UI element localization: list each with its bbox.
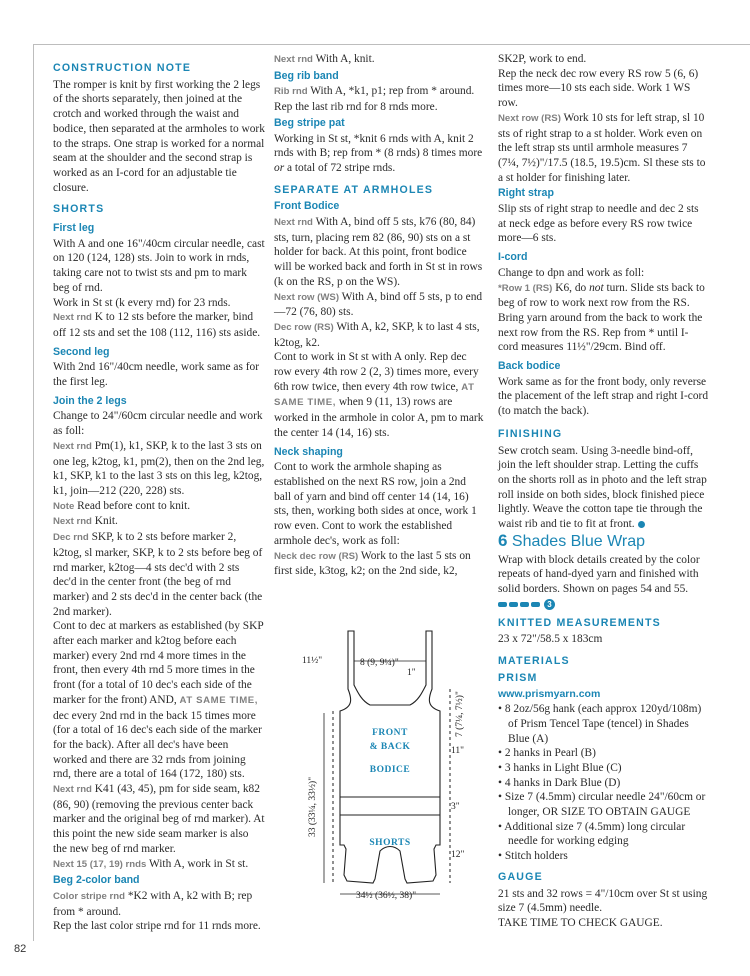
label: *Row 1 (RS) (498, 282, 553, 294)
label: Next rnd (274, 54, 313, 65)
strap-width-label: 11½" (302, 656, 323, 666)
right-strap-p1: Slip sts of right strap to needle and dec 2 sts at neck edge as before every RS row twice more—6 sts. (498, 203, 699, 245)
text: Sew crotch seam. Using 3-needle bind-off, join the left shoulder strap. Letting the cuffs on the shorts roll as in photo and the left strap roll inside on both sides, block finished piece lightly. Weave the cotton tape tie through the waist rib and tie to fit at front. (498, 444, 707, 531)
text: 8 2oz/56g hank (each approx 120yd/108m) of Prism Tencel Tape (tencel) in Shades Blue (A) (504, 703, 702, 745)
armhole-depth-label: 7 (7¼, 7½)" (455, 691, 465, 737)
first-leg-p3 (53, 310, 265, 340)
text: SKP, k to 2 sts before marker 2, k2tog, sl marker, SKP, k to 2 sts before beg of rnd marker, k2tog—4 sts dec'd with 2 sts dec'd in the center front (the beg of rnd marker) and 2 sts dec'd in the center back (the 2nd marker). (53, 531, 263, 618)
text: Stitch holders (504, 850, 568, 863)
text: Additional size 7 (4.5mm) long circular needle for working edging (504, 820, 686, 848)
skill-level-number: 3 (544, 599, 555, 610)
text: K41 (43, 45), pm for side seam, k82 (86, 90) (removing the previous center back marker and the original beg of rnd marker). At this point the new side seam marker is also the new beg of rnd marker. (53, 783, 265, 855)
join-heading: Join the 2 legs (53, 394, 127, 407)
c3-p0: SK2P, work to end. (498, 53, 587, 65)
emph: not (589, 281, 604, 294)
label: Next rnd (53, 516, 92, 528)
finishing-heading: FINISHING (498, 427, 563, 440)
text: K to 12 sts before the marker, bind off 12 sts and set the 108 (112, 116) sts aside. (53, 311, 261, 339)
width-label: 34½ (36½, 38)" (356, 891, 417, 901)
label: Next rnd (53, 440, 92, 452)
first-leg-p2: Work in St st (k every rnd) for 23 rnds. (53, 296, 231, 309)
material-item: • 3 hanks in Light Blue (C) (498, 761, 622, 774)
two-color-p2: Rep the last color stripe rnd for 11 rnds more. (53, 920, 261, 933)
column-1 (53, 61, 265, 934)
waist-band-label: 3" (451, 802, 460, 812)
join-p5 (53, 530, 265, 619)
skill-segment (498, 602, 507, 607)
text: Knit. (91, 515, 118, 528)
label: Dec rnd (53, 532, 89, 544)
c3-p2 (498, 111, 708, 186)
page-number: 82 (14, 943, 27, 955)
finishing-p1 (498, 444, 708, 532)
label: AT SAME TIME, (179, 694, 259, 706)
skill-level-icon (498, 599, 708, 610)
text: a total of 72 stripe rnds. (284, 161, 396, 174)
text: Size 7 (4.5mm) circular needle 24"/60cm or longer, OR SIZE TO OBTAIN GAUGE (504, 791, 706, 819)
text: With A, knit. (312, 53, 375, 65)
join-p8 (53, 857, 265, 873)
join-p2 (53, 439, 265, 499)
romper-schematic (300, 627, 480, 902)
skill-segment (531, 602, 540, 607)
brand-url[interactable]: www.prismyarn.com (498, 688, 601, 701)
text: With A, *k1, p1; rep from * around. Rep the last rib rnd for 8 rnds more. (274, 85, 475, 114)
construction-note-heading: CONSTRUCTION NOTE (53, 62, 192, 74)
text: With A, work in St st. (146, 857, 249, 870)
text: 3 hanks in Light Blue (C) (504, 761, 622, 774)
text: Cont to work in St st with A only. Rep dec row every 4th row 2 (2, 3) times more, every 6th row twice, then every 4th row twice, (274, 351, 479, 393)
join-p3 (53, 499, 265, 515)
two-color-heading: Beg 2-color band (53, 874, 140, 887)
text: K6, do (552, 281, 590, 294)
material-item: • Additional size 7 (4.5mm) long circular needle for working edging (498, 820, 686, 848)
material-item: • 4 hanks in Dark Blue (D) (498, 776, 621, 789)
text: Work to the last 5 sts on first side, k3tog, k2; on the 2nd side, k2, (274, 549, 471, 578)
text: Pm(1), k1, SKP, k to the last 3 sts on one leg, k2tog, k1, pm(2), then on the 2nd leg, k1, SKP, k1 to the last 3 sts on this leg, k2tog, k1, join—212 (220, 228) sts. (53, 439, 265, 497)
right-strap-heading: Right strap (498, 187, 554, 200)
text: dec every 2nd rnd in the back 15 times more (for a total of 16 dec's each side of the marker for the back). After all dec's have been worked and there are 32 rnds from joining rnd, there are a total of 164 (172, 180) sts. (53, 709, 262, 781)
next-rnd-p0 (274, 52, 485, 68)
icord-p2 (498, 281, 708, 356)
two-color-p1 (53, 889, 265, 919)
label: Next rnd (53, 784, 92, 796)
neck-p1: Cont to work the armhole shaping as established on the next RS row, join a 2nd ball of yarn and bind off center 14 (14, 16) sts, then, working both sides at once, work 1 row even. Cont to work the established armhole dec's, work as foll: (274, 461, 477, 547)
rib-heading: Beg rib band (274, 69, 339, 82)
label: Dec row (RS) (274, 321, 334, 333)
wrap-title (498, 530, 708, 550)
label: Next row (RS) (498, 112, 561, 124)
label: Rib rnd (274, 86, 308, 98)
front-p1 (274, 215, 485, 290)
text: With A, bind off 5 sts, p to end—72 (76, 80) sts. (274, 290, 483, 319)
back-bodice-heading: Back bodice (498, 360, 561, 373)
end-dot-icon (638, 521, 645, 528)
column-2 (274, 52, 485, 579)
separate-heading: SEPARATE AT ARMHOLES (274, 183, 434, 196)
neck-heading: Neck shaping (274, 445, 343, 458)
label: Next 15 (17, 19) rnds (53, 858, 147, 870)
material-item: • 8 2oz/56g hank (each approx 120yd/108m) of Prism Tencel Tape (tencel) in Shades Blue (A) (498, 703, 702, 745)
front-back-label-1: FRONT (372, 728, 408, 738)
stripe-p1 (274, 132, 485, 176)
total-length-label: 33 (33¼, 33½)" (308, 776, 318, 837)
front-bodice-heading: Front Bodice (274, 200, 340, 213)
join-p7 (53, 782, 265, 857)
skill-segment (520, 602, 529, 607)
neck-p2 (274, 549, 485, 579)
brand-name: PRISM (498, 671, 538, 684)
text: Cont to dec at markers as established (by SKP after each marker and k2tog before each marker) every 2nd rnd 4 more times in the front, then every 4th rnd 5 more times in the front (for a total of 10 dec's each side of the marker for the front) AND, (53, 620, 264, 706)
back-bodice-p1: Work same as for the front body, only reverse the placement of the left strap and right I-cord (to match the back). (498, 375, 709, 418)
label: Neck dec row (RS) (274, 550, 359, 562)
text: when 9 (11, 13) rows are worked in the armhole in color A, pm to mark the center 14 (14, 16) sts. (274, 396, 484, 439)
construction-note-text: The romper is knit by first working the 2 legs of the shorts separately, then joined at the crotch and worked through the waist and bodice, then separated at the armholes to work to the straps. One strap is worked for a normal seam at the shoulder and the second strap is worked as an I-cord for an adjustable tie closure. (53, 78, 265, 194)
icord-heading: I-cord (498, 251, 528, 264)
materials-heading: MATERIALS (498, 655, 570, 668)
text: 2 hanks in Pearl (B) (504, 747, 596, 760)
join-p1: Change to 24"/60cm circular needle and work as foll: (53, 410, 263, 438)
second-leg-p1: With 2nd 16"/40cm needle, work same as for the first leg. (53, 361, 260, 389)
front-p2 (274, 290, 485, 320)
column-3 (498, 52, 708, 931)
front-back-label-2: & BACK (369, 742, 411, 752)
wrap-title-text: Shades Blue Wrap (511, 532, 646, 550)
text: Work 10 sts for left strap, sl 10 sts of right strap to a st holder. Work even on the left strap sts until armhole measures 7 (7¼, 7½)"/17.5 (18.5, 19.5)cm. Sl these sts to a st holder for finishing later. (498, 111, 706, 184)
shorts-label: SHORTS (369, 838, 411, 848)
shorts-length-label: 12" (451, 850, 465, 860)
gauge-p1: 21 sts and 32 rows = 4"/10cm over St st using size 7 (4.5mm) needle. (498, 887, 708, 915)
material-item: • 2 hanks in Pearl (B) (498, 747, 596, 760)
icord-p1: Change to dpn and work as foll: (498, 266, 645, 279)
first-leg-heading: First leg (53, 222, 95, 235)
join-p4 (53, 514, 265, 530)
material-item: • Stitch holders (498, 850, 568, 863)
gauge-heading: GAUGE (498, 870, 543, 883)
neck-width-label: 8 (9, 9¼)" (360, 658, 399, 668)
label: AT SAME TIME, (274, 381, 475, 409)
second-leg-heading: Second leg (53, 345, 110, 358)
c3-p1: Rep the neck dec row every RS row 5 (6, 6) times more—10 sts each side. Work 1 WS row. (498, 67, 699, 110)
label: Next row (WS) (274, 291, 340, 303)
wrap-desc: Wrap with block details created by the color repeats of hand-dyed yarn and finished with solid borders. Shown on pages 54 and 55. (498, 553, 700, 595)
text: *K2 with A, k2 with B; rep from * around. (53, 889, 253, 918)
label: Next rnd (274, 217, 313, 229)
bodice-label: BODICE (369, 765, 411, 775)
gauge-p2: TAKE TIME TO CHECK GAUGE. (498, 916, 663, 929)
text: Working in St st, *knit 6 rnds with A, knit 2 rnds with B; rep from * (8 rnds) 8 times more (274, 132, 483, 160)
text: Read before cont to knit. (74, 499, 191, 512)
front-p3 (274, 320, 485, 350)
measurements-heading: KNITTED MEASUREMENTS (498, 616, 661, 629)
measurements-text: 23 x 72"/58.5 x 183cm (498, 633, 603, 646)
bodice-length-label: 11" (451, 746, 465, 756)
text: 4 hanks in Dark Blue (D) (504, 776, 621, 789)
front-p4 (274, 350, 485, 440)
shorts-heading: SHORTS (53, 203, 105, 216)
rib-p1 (274, 84, 485, 114)
text: turn. Slide sts back to beg of row to work next row from the RS. Bring yarn around from the back to work the next row from the RS. Rep from * until I-cord measures 11½"/29cm. Bind off. (498, 281, 705, 354)
wrap-number: 6 (498, 530, 508, 550)
emph: or (274, 161, 285, 174)
neck-depth-label: 1" (407, 668, 416, 678)
label: Note (53, 500, 75, 512)
label: Color stripe rnd (53, 890, 125, 902)
first-leg-p1: With A and one 16"/40cm circular needle, cast on 120 (124, 128) sts. Join to work in rnds, taking care not to twist sts and pm to mark beg of rnd. (53, 237, 265, 294)
skill-segment (509, 602, 518, 607)
text: With A, bind off 5 sts, k76 (80, 84) sts, turn, placing rem 82 (86, 90) sts on a st holder for back. At this point, front bodice will be worked back and forth in St st in rows (k on the RS, p on the WS). (274, 216, 483, 288)
label: Next rnd (53, 312, 92, 324)
join-p6 (53, 619, 265, 782)
text: With A, k2, SKP, k to last 4 sts, k2tog, k2. (274, 320, 480, 349)
material-item: • Size 7 (4.5mm) circular needle 24"/60cm or longer, OR SIZE TO OBTAIN GAUGE (498, 791, 706, 819)
stripe-heading: Beg stripe pat (274, 116, 345, 129)
